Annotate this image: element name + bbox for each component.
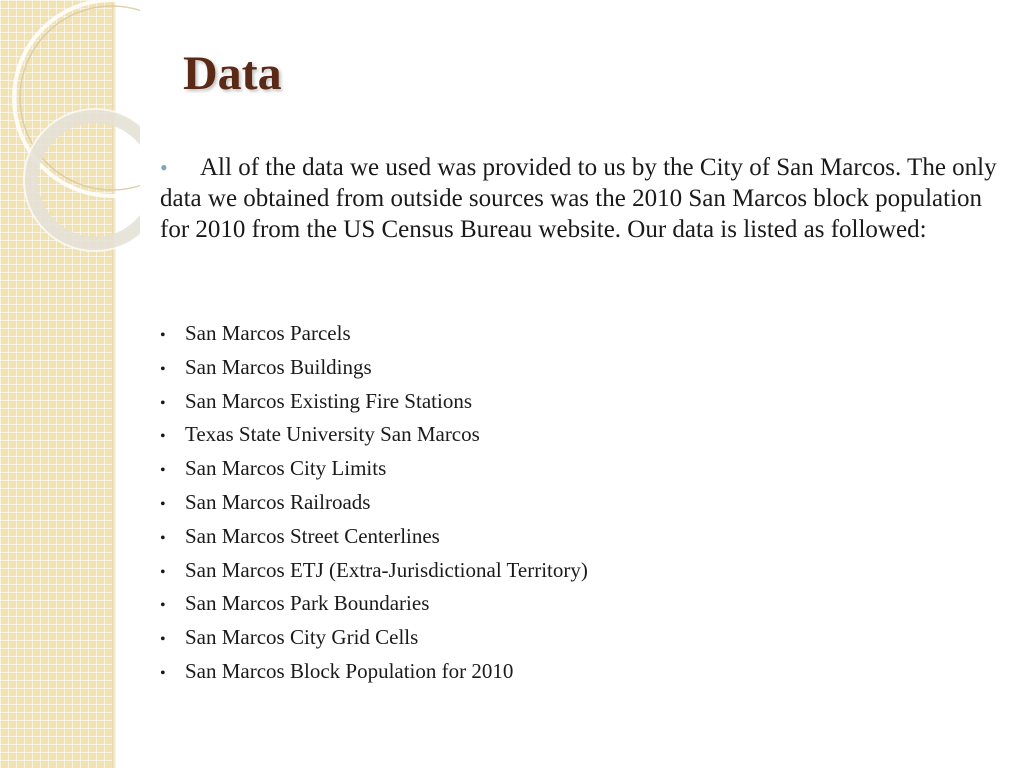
bullet-icon: •: [160, 495, 166, 513]
list-item: [160, 487, 588, 521]
list-item: [160, 352, 588, 386]
bullet-icon: •: [160, 428, 166, 446]
data-source-list: [160, 318, 588, 690]
bullet-icon: •: [160, 360, 166, 378]
list-item: [160, 656, 588, 690]
list-item: [160, 386, 588, 420]
intro-bullet-icon: •: [160, 155, 168, 180]
bullet-icon: •: [160, 327, 166, 344]
list-item-label: Texas State University San Marcos: [185, 422, 480, 447]
bullet-icon: •: [160, 462, 166, 480]
list-item-label: San Marcos ETJ (Extra-Jurisdictional Territory): [185, 557, 588, 582]
bullet-icon: •: [160, 563, 166, 581]
list-item-label: San Marcos Park Boundaries: [185, 591, 430, 616]
list-item-label: San Marcos City Limits: [185, 456, 387, 481]
bullet-icon: •: [160, 597, 166, 615]
list-item-label: San Marcos Parcels: [185, 321, 351, 345]
list-item-label: San Marcos City Grid Cells: [185, 625, 419, 650]
list-item-label: San Marcos Buildings: [185, 354, 372, 379]
intro-paragraph: [160, 152, 1010, 245]
decorative-circles: [0, 0, 140, 260]
slide-title: Data: [183, 47, 282, 100]
list-item: [160, 453, 588, 487]
bullet-icon: •: [160, 664, 166, 682]
list-item-label: San Marcos Block Population for 2010: [185, 658, 514, 683]
list-item-label: San Marcos Railroads: [185, 489, 371, 514]
list-item-label: San Marcos Existing Fire Stations: [185, 388, 472, 413]
bullet-icon: •: [160, 394, 166, 412]
list-item-label: San Marcos Street Centerlines: [185, 523, 440, 548]
list-item: [160, 318, 588, 352]
intro-text: All of the data we used was provided to us by the City of San Marcos. The only data we obtained from outside sources was the 2010 San Marcos block population for 2010 from the US Census Bureau website. Our data is listed as followed:: [160, 154, 997, 243]
list-item: [160, 521, 588, 555]
list-item: [160, 555, 588, 589]
list-item: [160, 419, 588, 453]
bullet-icon: •: [160, 529, 166, 547]
list-item: [160, 588, 588, 622]
list-item: [160, 622, 588, 656]
bullet-icon: •: [160, 631, 166, 649]
